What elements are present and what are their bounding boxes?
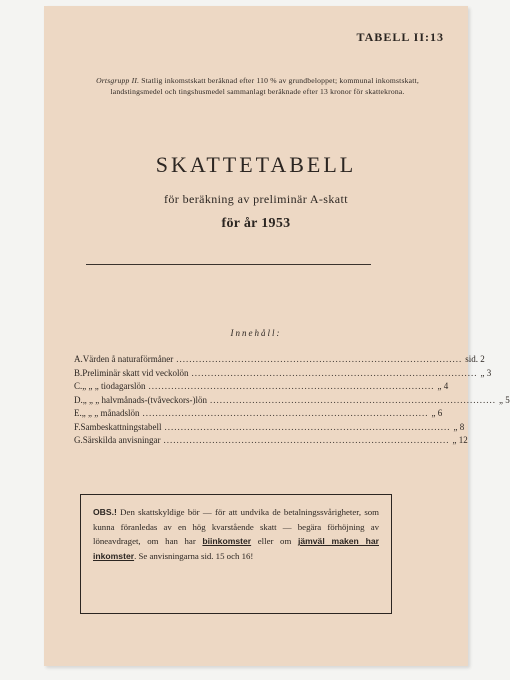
toc-item-text: „ „ „ halvmånads-(tvåveckors-)lön <box>82 394 207 405</box>
toc-item-text: „ „ „ tiodagarslön <box>82 381 146 391</box>
toc-item <box>74 354 485 368</box>
toc-item-letter: G. <box>74 435 83 445</box>
intro-group-label: Ortsgrupp II. <box>96 76 140 85</box>
toc-item-page: „ 12 <box>452 435 468 445</box>
document-subtitle: för beräkning av preliminär A-skatt <box>164 192 348 206</box>
toc-item-page: sid. 2 <box>465 354 485 364</box>
toc-leader-dots: ........................................................................................ <box>142 408 429 418</box>
toc-item-text: „ „ „ månadslön <box>81 408 140 418</box>
toc-item-text: Sambeskattningstabell <box>80 421 162 432</box>
document-year: för år 1953 <box>221 216 291 231</box>
toc-item-letter: D. <box>74 394 83 405</box>
toc-item-page: „ 3 <box>480 367 492 378</box>
intro-text: Statlig inkomstskatt beräknad efter 110 % av grundbeloppet; kommunal inkomstskatt, landstingsmedel och tingshusmedel sammanlagt beräknade efter 13 kronor för skattekrona. <box>110 76 419 96</box>
toc-item-letter: E. <box>74 408 82 418</box>
toc-item <box>74 421 465 436</box>
toc-leader-dots: ........................................................................................ <box>191 367 478 378</box>
toc-item <box>74 435 468 449</box>
toc-item-page: „ 4 <box>437 381 449 391</box>
toc-item-letter: B. <box>74 367 83 378</box>
intro-paragraph <box>80 76 435 97</box>
tax-table-booklet-page <box>44 6 510 666</box>
obs-text-1: Den skattskyldige bör — för att undvika de betalningssvårigheter, som kunna föranledas av en hög kvarstående skatt — begära förhöjning av löneavdraget, om han har <box>93 507 379 547</box>
toc-leader-dots: ........................................................................................ <box>163 435 450 445</box>
toc-item <box>74 381 449 395</box>
toc-item-text: Särskilda anvisningar <box>82 435 161 445</box>
obs-notice-box <box>80 494 392 614</box>
toc-item-text: Värden å naturaförmåner <box>82 354 174 364</box>
toc-item-page: „ 5 <box>498 394 510 405</box>
toc-item-text: Preliminär skatt vid veckolön <box>82 367 189 378</box>
obs-text-2: eller om <box>251 536 298 547</box>
divider-line <box>86 264 371 265</box>
toc-leader-dots: ........................................................................................ <box>164 421 451 432</box>
obs-text-3: . Se anvisningarna sid. 15 och 16! <box>134 550 254 561</box>
toc-item-letter: A. <box>74 354 83 364</box>
document-title: SKATTETABELL <box>155 152 357 177</box>
table-id: TABELL II:13 <box>356 30 444 44</box>
toc-leader-dots: ........................................................................................ <box>209 394 496 405</box>
toc-item-letter: F. <box>74 421 81 432</box>
toc-item <box>74 367 492 382</box>
toc-item-letter: C. <box>74 381 83 391</box>
toc-item <box>74 408 443 422</box>
toc-leader-dots: ........................................................................................ <box>148 381 435 391</box>
obs-label: OBS.! <box>93 507 117 517</box>
toc-leader-dots: ........................................................................................ <box>176 354 463 364</box>
toc-item-page: „ 6 <box>431 408 443 418</box>
obs-biinkomster: biinkomster <box>202 536 252 547</box>
toc-item-page: „ 8 <box>453 421 465 432</box>
contents-heading: Innehåll: <box>230 328 282 338</box>
table-of-contents <box>74 354 510 449</box>
obs-maken-inkomster: jämväl maken har inkomster <box>93 536 379 561</box>
toc-item <box>74 394 510 409</box>
